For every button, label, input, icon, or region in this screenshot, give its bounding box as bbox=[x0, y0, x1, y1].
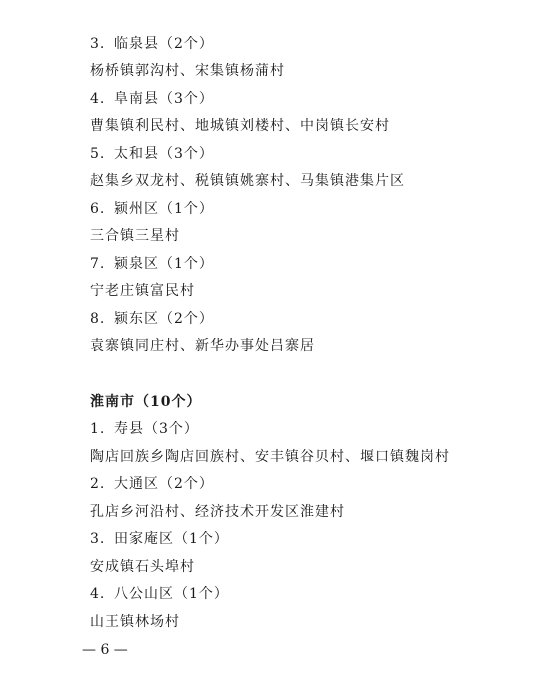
county-name: 田家庵区（1个） bbox=[114, 531, 229, 547]
county-number: 7. bbox=[90, 256, 106, 272]
county-name: 太和县（3个） bbox=[114, 146, 214, 162]
county-heading bbox=[90, 145, 214, 163]
county-name: 颍东区（2个） bbox=[114, 311, 214, 327]
county-number: 4. bbox=[90, 91, 106, 107]
county-name: 临泉县（2个） bbox=[114, 36, 214, 52]
county-heading bbox=[90, 200, 214, 218]
county-heading bbox=[90, 255, 214, 273]
county-heading bbox=[90, 310, 214, 328]
county-heading bbox=[90, 475, 214, 493]
village-list: 陶店回族乡陶店回族村、安丰镇谷贝村、堰口镇魏岗村 bbox=[90, 449, 450, 465]
village-list: 曹集镇利民村、地城镇刘楼村、中岗镇长安村 bbox=[90, 118, 390, 134]
village-list: 袁寨镇同庄村、新华办事处吕寨居 bbox=[90, 338, 315, 354]
county-name: 颍州区（1个） bbox=[114, 201, 214, 217]
village-list: 山王镇林场村 bbox=[90, 614, 180, 630]
page-number: — 6 — bbox=[82, 642, 128, 658]
county-heading bbox=[90, 420, 199, 438]
county-number: 2. bbox=[90, 476, 106, 492]
county-number: 8. bbox=[90, 311, 106, 327]
county-name: 大通区（2个） bbox=[114, 476, 214, 492]
village-list: 三合镇三星村 bbox=[90, 228, 180, 244]
county-heading bbox=[90, 530, 229, 548]
county-heading bbox=[90, 35, 214, 53]
village-list: 赵集乡双龙村、税镇镇姚寨村、马集镇港集片区 bbox=[90, 173, 405, 189]
county-number: 4. bbox=[90, 586, 106, 602]
village-list: 宁老庄镇富民村 bbox=[90, 283, 195, 299]
county-number: 6. bbox=[90, 201, 106, 217]
county-number: 3. bbox=[90, 531, 106, 547]
village-list: 孔店乡河沿村、经济技术开发区淮建村 bbox=[90, 504, 345, 520]
county-number: 1. bbox=[90, 421, 106, 437]
village-list: 杨桥镇郭沟村、宋集镇杨蒲村 bbox=[90, 63, 285, 79]
county-heading bbox=[90, 90, 214, 108]
village-list: 安成镇石头埠村 bbox=[90, 559, 195, 575]
city-heading: 淮南市（10个） bbox=[90, 394, 202, 410]
county-number: 3. bbox=[90, 36, 106, 52]
county-name: 八公山区（1个） bbox=[114, 586, 229, 602]
county-name: 颍泉区（1个） bbox=[114, 256, 214, 272]
county-name: 寿县（3个） bbox=[114, 421, 199, 437]
county-name: 阜南县（3个） bbox=[114, 91, 214, 107]
county-number: 5. bbox=[90, 146, 106, 162]
county-heading bbox=[90, 585, 229, 603]
